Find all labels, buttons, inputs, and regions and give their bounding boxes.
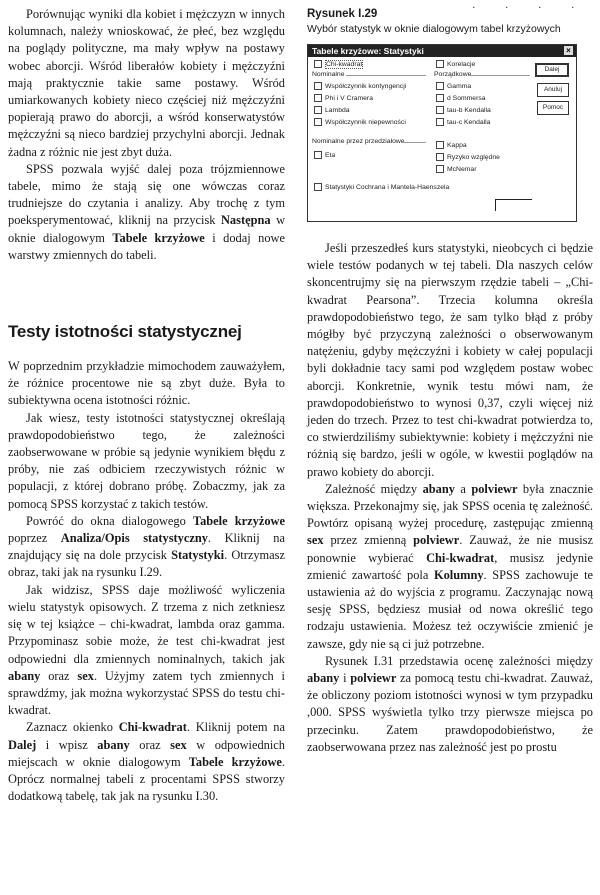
checkbox-eta[interactable]: Eta [314,151,335,159]
help-button[interactable]: Pomoc [537,101,569,115]
checkbox-mcnemar[interactable]: McNemar [436,165,476,173]
dialog-title: Tabele krzyżowe: Statystyki [312,46,424,56]
paragraph: Zależność między abany a polviewr była znacznie większa. Przekonajmy się, jak SPSS ocenia tę zależność. Powtórz opisaną wyżej procedurę, zastępując zmienną sex przez zmienną polviewr. Zauważ, że nie musisz ponownie wybierać Chi-kwadrat, musisz jedynie zmienić zawartość pola Kolumny. SPSS zachowuje te ustawienia aż do wyjścia z programu. Zaczynając nową sesję SPSS, będziesz musiał od nowa określić tego rodzaju ustawienia. Możesz też oczywiście zmienić je zawsze, gdy nie są ci już potrzebne. [307,481,594,651]
divider [346,75,426,76]
divider [404,142,426,143]
paragraph: Rysunek I.31 przedstawia ocenę zależności między abany i polviewr za pomocą testu chi-kwadrat. Zauważ, że obliczony poziom istotności wynosi w tym przypadku ,000. SPSS wyświetla tylko trzy pierwsze miejsca po przecinku. Zatem prawdopodobieństwo, że zaobserwowana przez nas zależność jest po prostu [307,653,593,754]
checkbox-contingency[interactable]: Współczynnik kontyngencji [314,82,406,90]
divider [468,75,530,76]
paragraph: Jak wiesz, testy istotności statystycznej określają prawdopodobieństwo tego, że zależności zaobserwowane w próbie są jedynie wynikiem błędu z próby, nie zaś odbiciem rzeczywistych różnic w populacji, z której dobrano próbę. Zobaczmy, jak za pomocą SPSS korzystać z takich testów. [8,410,285,511]
dialog-titlebar [308,45,576,57]
checkbox-gamma[interactable]: Gamma [436,82,471,90]
statistics-dialog [307,44,577,222]
checkbox-chi-square[interactable]: Chi-kwadrat [314,60,363,68]
section-heading: Testy istotności statystycznej [8,322,242,342]
close-icon[interactable]: × [564,46,573,55]
next-button[interactable]: Dalej [535,63,569,77]
page-dots: . . . . [472,0,588,11]
paragraph: Powróć do okna dialogowego Tabele krzyżowe poprzez Analiza/Opis statystyczny. Kliknij na znajdujący się na dole przycisk Statystyki. Otrzymasz obraz, taki jak na rysunku I.29. [8,513,285,580]
checkbox-cochran-mantel[interactable]: Statystyki Cochrana i Mantela-Haenszela [314,183,449,191]
checkbox-somers[interactable]: d Sommersa [436,94,486,102]
paragraph: Jeśli przeszedłeś kurs statystyki, nieobcych ci będzie wiele testów podanych w tej tabeli. Dla naszych celów skoncentrujmy się na pierwszym rzędzie tabeli – „Chi-kwadrat Pearsona”. Trzecia kolumna określa prawdopodobieństwo tego, że sam tylko błąd z próby mógłby być przyczyną zależności o obserwowanym natężeniu, gdyby mężczyźni i kobiety w całej populacji byli dokładnie tacy sami pod względem postaw wobec aborcji. Konkretnie, wynik testu mówi nam, że prawdopodobieństwo to wynosi 0,37, czyli więcej niż jeden do trzech. Przez to test chi-kwadrat potwierdza to, co stwierdziliśmy subiektywnie: kobiety i mężczyźni nie różnią się bardzo, jeśli w ogóle, w kwestii poglądów na prawo kobiety do aborcji. [307,241,593,479]
checkbox-uncertainty[interactable]: Współczynnik niepewności [314,118,406,126]
left-column [8,6,285,805]
checkbox-tau-c[interactable]: tau-c Kendalla [436,118,490,126]
paragraph: Zaznacz okienko Chi-kwadrat. Kliknij potem na Dalej i wpisz abany oraz sex w odpowiednich miejscach w oknie dialogowym Tabele krzyżowe. Oprócz normalnej tabeli z procentami SPSS stworzy dodatkową tabelę, tak jak na rysunku I.30. [8,720,285,804]
figure-caption: Wybór statystyk w oknie dialogowym tabel krzyżowych [307,23,561,35]
checkbox-lambda[interactable]: Lambda [314,106,350,114]
right-column [307,6,593,756]
dialog-body [308,57,576,221]
cancel-button[interactable]: Anuluj [537,83,569,97]
paragraph: Porównując wyniki dla kobiet i mężczyzn w innych kolumnach, należy wnioskować, że płeć, bez względu na poglądy polityczne, ma mały wpływ na postawy wobec aborcji. Wśród liberałów kobiety i mężczyźni mają praktycznie takie same postawy. Wśród umiarkowanych kobiety nieco częściej niż mężczyźni popierają prawo do aborcji, a wśród konserwatystów mężczyźni są nieco bardziej przychylni aborcji. Jednak żadna z różnic nie jest zbyt duża. [8,7,285,159]
checkbox-tau-b[interactable]: tau-b Kendalla [436,106,491,114]
checkbox-phi-cramer[interactable]: Phi i V Cramera [314,94,373,102]
paragraph: Jak widzisz, SPSS daje możliwość wyliczenia wielu statystyk opisowych. Z trzema z nich zetkniesz się w tej książce – chi-kwadrat, lambda oraz gamma. Przypominasz sobie może, że test chi-kwadrat jest odpowiedni dla zmiennych nominalnych, takich jak abany oraz sex. Użyjmy zatem tych zmiennych i sprawdźmy, jak można wykorzystać SPSS do testu chi-kwadrat. [8,582,285,718]
paragraph: W poprzednim przykładzie mimochodem zauważyłem, że różnice procentowe nie są zbyt duże. Była to subiektywna ocena istotności różnic. [8,359,285,408]
figure-title: Rysunek I.29 [307,8,378,20]
group-label-ordinal: Porządkowe [434,71,472,78]
paragraph: SPSS pozwala wyjść dalej poza trójzmiennowe tabele, mimo że stają się one wówczas coraz trudniejsze do czytania i analizy. Aby trochę z tym poeksperymentować, kliknij na przycisk Następna w oknie dialogowym Tabele krzyżowe i dodaj nowe warstwy zmiennych do tabeli. [8,161,286,262]
checkbox-kappa[interactable]: Kappa [436,141,467,149]
checkbox-relative-risk[interactable]: Ryzyko względne [436,153,500,161]
group-label-nominal: Nominalne [312,71,345,78]
checkbox-correlations[interactable]: Korelacje [436,60,475,68]
dialog-field-frame [495,199,532,211]
group-label-nominal-interval: Nominalne przez przedziałowe [312,138,405,145]
